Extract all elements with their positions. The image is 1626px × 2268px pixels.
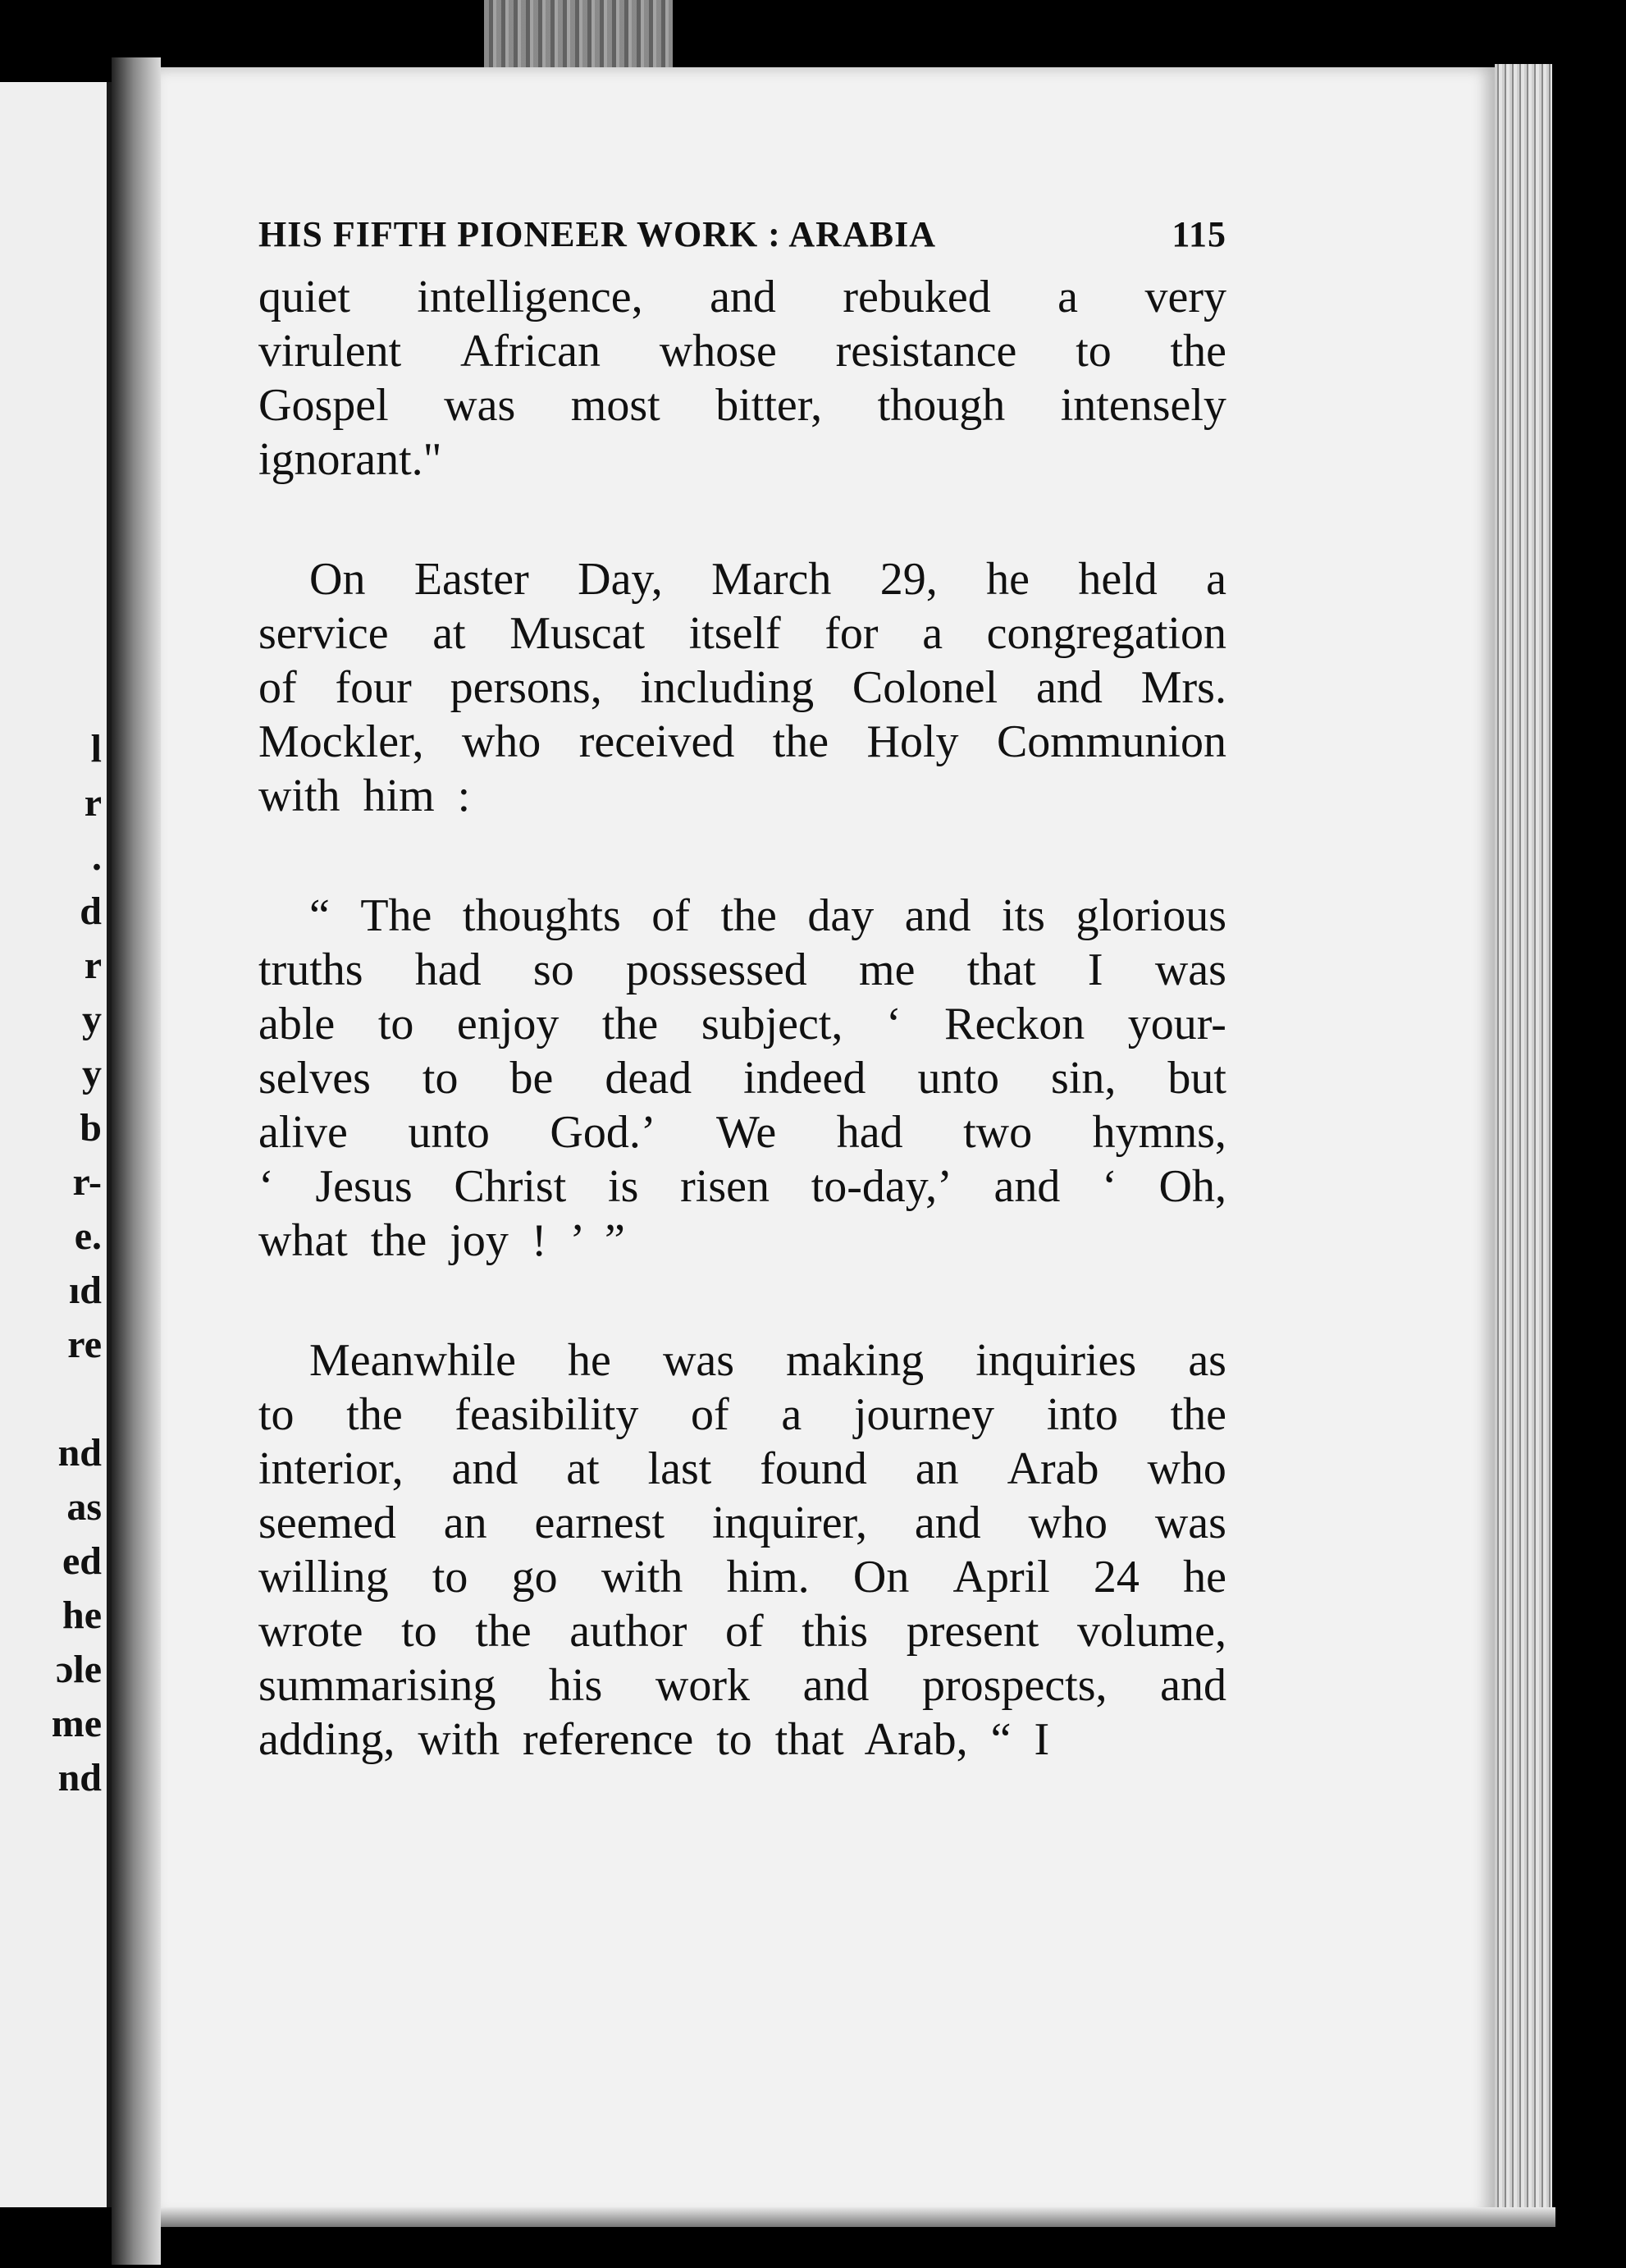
facing-page-fragment: me (51, 1702, 102, 1745)
facing-page-fragment: nd (57, 1431, 102, 1475)
facing-page-fragment: re (67, 1323, 102, 1366)
facing-page-fragment: y (82, 1052, 102, 1095)
text-line: “ The thoughts of the day and its glorious (309, 890, 1226, 941)
text-line: seemed an earnest inquirer, and who was (258, 1498, 1226, 1548)
facing-page-fragment: r (84, 781, 102, 825)
text-line: adding, with reference to that Arab, “ I (258, 1714, 1050, 1765)
text-line: what the joy ! ’ ” (258, 1215, 625, 1266)
book-gutter (112, 57, 161, 2265)
text-line: selves to be dead indeed unto sin, but (258, 1053, 1226, 1104)
paragraph-2 (258, 552, 1226, 823)
facing-page-fragment: r- (72, 1160, 102, 1204)
page-number: 115 (1172, 214, 1226, 254)
text-line: with him : (258, 770, 471, 821)
block-quote (258, 889, 1226, 1268)
text-line: truths had so possessed me that I was (258, 944, 1226, 995)
text-line: Meanwhile he was making inquiries as (309, 1335, 1226, 1386)
facing-page-fragment: l (90, 727, 102, 770)
facing-page-fragment: nd (57, 1756, 102, 1799)
running-title: HIS FIFTH PIONEER WORK : ARABIA (258, 214, 936, 254)
text-line: to the feasibility of a journey into the (258, 1389, 1226, 1440)
facing-page-fragment: he (62, 1594, 102, 1637)
facing-page-fragment (0, 1372, 102, 1426)
text-line: virulent African whose resistance to the (258, 326, 1226, 377)
facing-page-fragment: b (80, 1106, 102, 1150)
page-content (258, 213, 1226, 1832)
facing-page-fragment: ed (62, 1539, 102, 1583)
facing-page-fragment: d (80, 889, 102, 933)
facing-page-fragment: . (92, 835, 102, 879)
facing-page-fragment: ıd (68, 1269, 102, 1312)
facing-page-fragment: ɔle (56, 1648, 102, 1691)
facing-page-text-fragments (0, 722, 102, 1805)
facing-page-fragment: r (84, 944, 102, 987)
text-line: interior, and at last found an Arab who (258, 1443, 1226, 1494)
paragraph-1 (258, 270, 1226, 487)
facing-page-fragment: e. (74, 1214, 102, 1258)
facing-page-fragment: y (82, 998, 102, 1041)
text-line: quiet intelligence, and rebuked a very (258, 272, 1226, 322)
text-line: On Easter Day, March 29, he held a (309, 554, 1226, 605)
text-line: wrote to the author of this present volume, (258, 1606, 1226, 1657)
text-line: service at Muscat itself for a congregation (258, 608, 1226, 659)
page-bottom-edge (161, 2207, 1555, 2227)
text-line: Mockler, who received the Holy Communion (258, 716, 1226, 767)
facing-page (0, 82, 112, 2207)
text-line: Gospel was most bitter, though intensely (258, 380, 1226, 431)
facing-page-fragment: as (66, 1485, 102, 1529)
text-line: ignorant." (258, 434, 442, 485)
paragraph-3 (258, 1333, 1226, 1767)
running-head (258, 213, 1226, 255)
text-line: ‘ Jesus Christ is risen to-day,’ and ‘ Oh, (258, 1161, 1226, 1212)
text-line: alive unto God.’ We had two hymns, (258, 1107, 1226, 1158)
page-edges (1495, 64, 1552, 2219)
text-line: of four persons, including Colonel and Mrs. (258, 662, 1226, 713)
text-line: willing to go with him. On April 24 he (258, 1552, 1226, 1603)
text-line: able to enjoy the subject, ‘ Reckon your- (258, 999, 1226, 1049)
text-line: summarising his work and prospects, and (258, 1660, 1226, 1711)
